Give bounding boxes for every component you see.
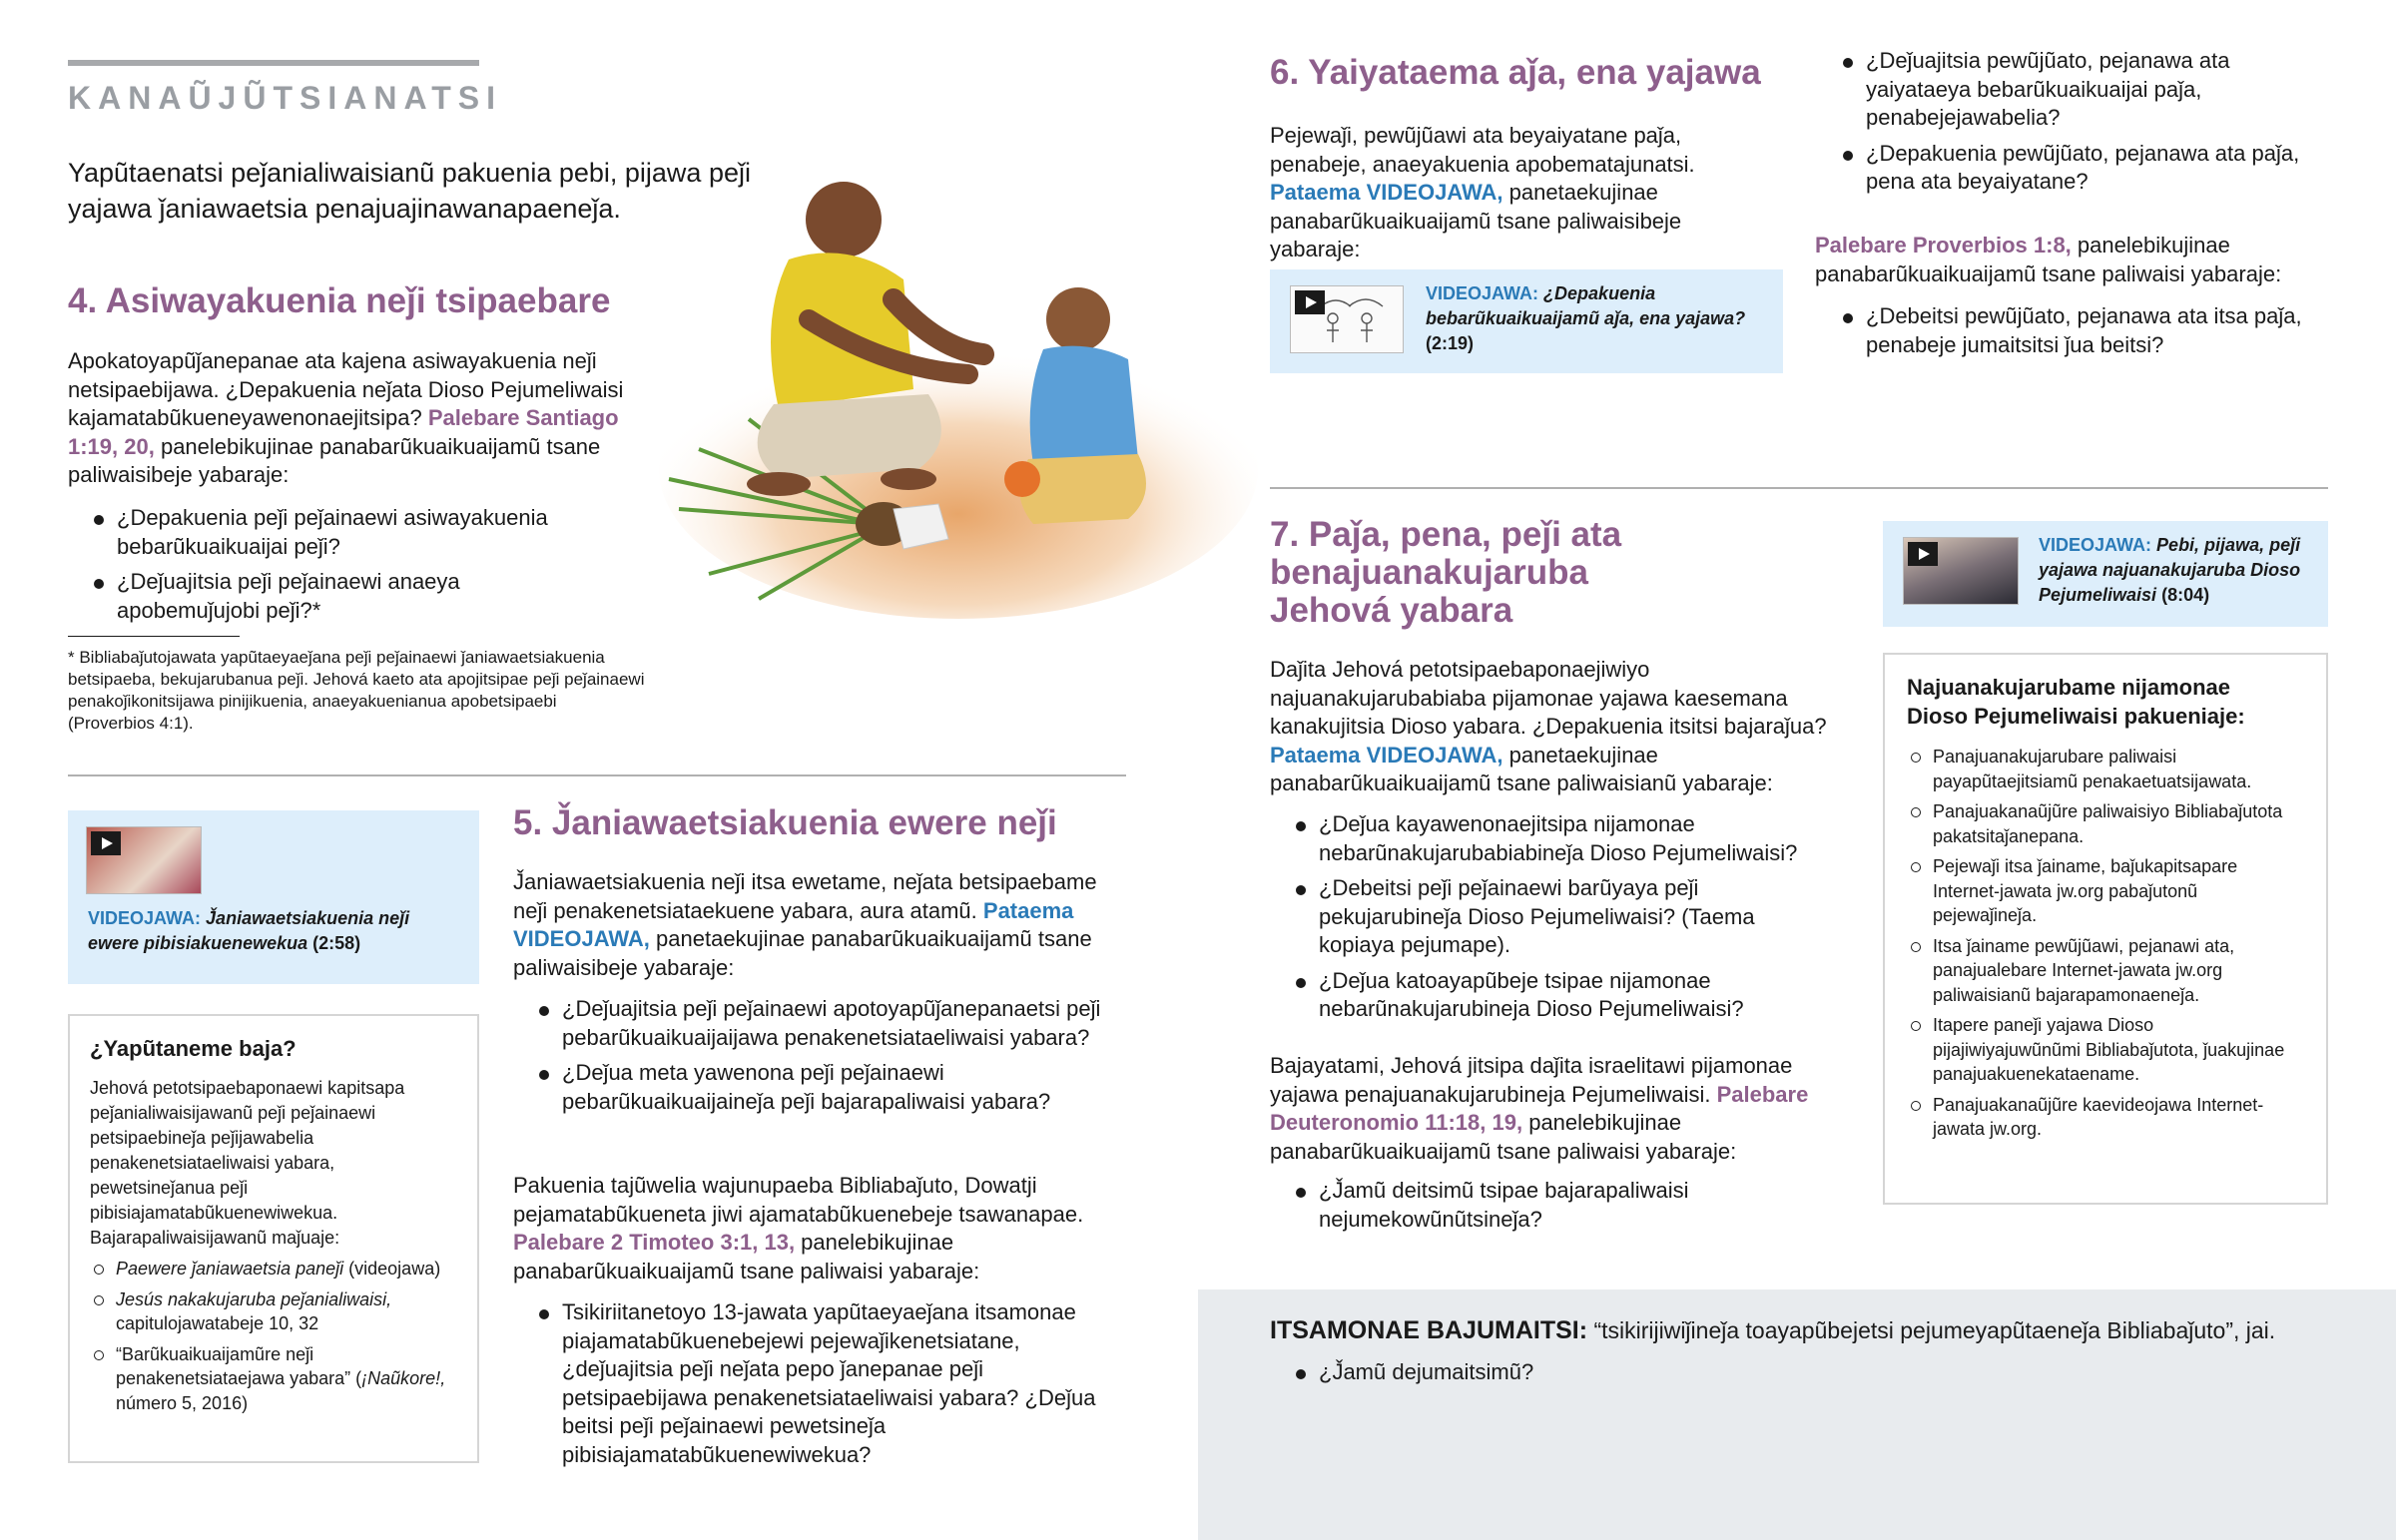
father-son-illustration: [639, 180, 1258, 619]
list-item: ¿Debeitsi peǰi peǰainaewi barũyaya peǰi pekujarubineǰa Dioso Pejumeliwaisi? (Taema kopiaya pejumape).: [1270, 874, 1809, 960]
sidebox-najuanakujarubame: [1883, 653, 2328, 1205]
footnote-divider: [68, 636, 240, 637]
play-icon[interactable]: [1908, 542, 1938, 566]
section-5-bullets-1: [513, 988, 1112, 1116]
scripture-link-timoteo[interactable]: Palebare 2 Timoteo 3:1, 13,: [513, 1230, 796, 1255]
list-item: Pejewaǰi itsa ǰainame, baǰukapitsapare Internet-jawata jw.org pabaǰutonũ pejewaǰineǰa.: [1907, 854, 2304, 928]
list-item: Tsikiriitanetoyo 13-jawata yapũtaeyaeǰana itsamonae piajamatabũkuenebejewi pejewaǰikenetsiatane, ¿deǰuajitsia peǰi neǰata pepo ǰanepanae peǰi petsipaebijawa penakenetsiataeliwaisi yabara? ¿Deǰua beitsi peǰi peǰainaewi pewetsineǰa pibisiajamatabũkuenewiwekua?: [513, 1298, 1132, 1469]
sidebox-title: ¿Yapũtaneme baja?: [90, 1036, 297, 1061]
section-7-text-1: [1270, 656, 1829, 798]
sidebox-yaputaneme: [68, 1014, 479, 1463]
list-item: ¿J̌amũ dejumaitsimũ?: [1270, 1358, 2069, 1387]
play-icon[interactable]: [1295, 290, 1325, 314]
list-item: ¿Depakuenia pewũjũato, pejanawa ata paǰa, pena ata beyaiyatane?: [1817, 140, 2326, 197]
list-item: ¿Deǰua kayawenonaejitsipa nijamonae nebarũnakujarubabiabineǰa Dioso Pejumeliwaisi?: [1270, 810, 1809, 867]
video-thumbnail[interactable]: [1903, 537, 2019, 605]
video-label-key: VIDEOJAWA:: [88, 908, 202, 928]
video-label-key: VIDEOJAWA:: [1426, 283, 1539, 303]
section-kicker: KANAŨJŨTSIANATSI: [68, 80, 502, 116]
footer-text: [1270, 1315, 2368, 1345]
item-italic: Paewere ǰaniawaetsia paneǰi: [116, 1259, 344, 1279]
list-item: ¿Deǰua katoayapũbeje tsipae nijamonae nebarũnakujarubineja Dioso Pejumeliwaisi?: [1270, 967, 1809, 1024]
section-5-text-1: [513, 868, 1130, 982]
footer-panel: [1198, 1289, 2396, 1540]
section-6-bullets-2: [1817, 295, 2306, 359]
sidebox-list: [90, 1257, 457, 1415]
divider-left: [68, 774, 1126, 776]
list-item: Panajuakanaũjũre paliwaisiyo Bibliabaǰutota pakatsitaǰanepana.: [1907, 799, 2304, 848]
video-link[interactable]: Pataema VIDEOJAWA,: [513, 897, 1074, 951]
section-6-title: 6. Yaiyataema aǰa, ena yajawa: [1270, 53, 1761, 92]
video-title: J̌aniawaetsiakuenia neǰi ewere pibisiakuenewekua: [88, 908, 410, 953]
footnote: * Bibliabaǰutojawata yapũtaeyaeǰana peǰi peǰainaewi ǰaniawaetsiakuenia betsipaeba, bekujarubanua peǰi. Jehová kaeto ata apojitsipae peǰi peǰainaewi penakoǰikonitsijawa pinijikuenia, anaeyakuenianua apobetsipaebi (Proverbios 4:1).: [68, 648, 645, 733]
intro-text: Yapũtaenatsi peǰanialiwaisianũ pakuenia pebi, pijawa peǰi yajawa ǰaniawaetsia penajuajinawanapaeneǰa.: [68, 158, 751, 224]
section-4-title: 4. Asiwayakuenia neǰi tsipaebare: [68, 281, 611, 320]
section-6-text-1: [1270, 122, 1769, 264]
item-italic: Jesús nakakujaruba peǰanialiwaisi,: [116, 1288, 392, 1309]
video-box-6[interactable]: [1270, 269, 1783, 373]
video-title: Pebi, pijawa, peǰi yajawa najuanakujaruba Dioso Pejumeliwaisi: [2039, 535, 2301, 605]
section-7-text-a: Daǰita Jehová petotsipaebaponaejiwiyo najuanakujarubabiaba pijamonae yajawa kaesemana kanakujitsia Dioso yabara. ¿Depakuenia itsitsi bajaraǰua?: [1270, 657, 1827, 739]
section-4-text: [68, 347, 642, 490]
scripture-link-santiago[interactable]: Palebare Santiago 1:19, 20,: [68, 405, 619, 459]
section-4-text-b: panelebikujinae panabarũkuaikuaijamũ tsane paliwaisibeje yabaraje:: [68, 433, 601, 487]
section-6-bullets-1: [1817, 47, 2326, 197]
item-normal: capitulojawatabeje 10, 32: [116, 1313, 319, 1333]
section-4-bullets: [68, 497, 587, 625]
section-7-text-b: panetaekujinae panabarũkuaikuaijamũ tsane paliwaisianũ yabaraje:: [1270, 742, 1773, 795]
section-5-bullets-2: [513, 1291, 1132, 1469]
sidebox-text: Jehová petotsipaebaponaewi kapitsapa peǰanialiwaisijawanũ peǰi peǰainaewi petsipaebineǰa peǰijawabelia penakenetsiataeliwaisi yabara, pewetsineǰanua peǰi pibisiajamatabũkuenewiwekua. Bajarapaliwaisijawanũ maǰuaje:: [90, 1078, 405, 1248]
video-thumbnail[interactable]: [86, 826, 202, 894]
list-item: Itapere paneǰi yajawa Dioso pijajiwiyajuwũnũmi Bibliabaǰutota, ǰuakujinae panajuakuenekataename.: [1907, 1013, 2304, 1087]
video-title: ¿Depakuenia bebarũkuaikuaijamũ aǰa, ena yajawa?: [1426, 283, 1746, 328]
list-item: Panajuanakujarubare paliwaisi payapũtaejitsiamũ penakaetuatsijawata.: [1907, 745, 2304, 793]
video-box-7[interactable]: [1883, 521, 2328, 627]
section-7-text-a: Bajayatami, Jehová jitsipa daǰita israelitawi pijamonae yajawa penajuanakujarubineja Pejumeliwaisi.: [1270, 1053, 1793, 1107]
section-7-text-2: [1270, 1052, 1859, 1166]
sidebox-title: Najuanakujarubame nijamonae Dioso Pejumeliwaisi pakueniaje:: [1907, 675, 2245, 729]
section-5-text-b: panelebikujinae panabarũkuaikuaijamũ tsane paliwaisi yabaraje:: [513, 1230, 980, 1283]
list-item: ¿Deǰuajitsia pewũjũato, pejanawa ata yaiyataeya bebarũkuaikuaijai paǰa, penabejejawabelia?: [1817, 47, 2326, 133]
video-box-5[interactable]: [68, 810, 479, 984]
video-label: [1426, 281, 1765, 356]
section-5-text-b: panetaekujinae panabarũkuaikuaijamũ tsane paliwaisibeje yabaraje:: [513, 926, 1092, 980]
list-item: [90, 1342, 457, 1416]
section-5-text-a: J̌aniawaetsiakuenia neǰi itsa ewetame, neǰata betsipaebame neǰi penakenetsiataekuene yabara, aura atamũ.: [513, 869, 1097, 923]
list-item: ¿Debeitsi pewũjũato, pejanawa ata itsa paǰa, penabeje jumaitsitsi ǰua beitsi?: [1817, 302, 2306, 359]
section-7-bullets-2: [1270, 1170, 1809, 1234]
video-thumbnail[interactable]: [1290, 285, 1404, 353]
video-label: [2039, 533, 2318, 608]
section-6-text-b: panelebikujinae panabarũkuaikuaijamũ tsane paliwaisi yabaraje:: [1815, 233, 2282, 286]
video-link[interactable]: Pataema VIDEOJAWA,: [1270, 180, 1503, 205]
section-4-text-a: Apokatoyapũǰanepanae ata kajena asiwayakuenia neǰi netsipaebijawa. ¿Depakuenia neǰata Dioso Pejumeliwaisi kajamatabũkueneyawenonaejitsipa?: [68, 348, 624, 430]
video-link[interactable]: Pataema VIDEOJAWA,: [1270, 742, 1503, 768]
section-6-text-b: panetaekujinae panabarũkuaikuaijamũ tsane paliwaisibeje yabaraje:: [1270, 180, 1682, 261]
video-label-key: VIDEOJAWA:: [2039, 535, 2152, 555]
list-item: Panajuakanaũjũre kaevideojawa Internet-jawata jw.org.: [1907, 1093, 2304, 1142]
list-item: ¿Deǰua meta yawenona peǰi peǰainaewi pebarũkuaikuaijaineǰa peǰi bajarapaliwaisi yabara?: [513, 1059, 1112, 1116]
item-normal: número 5, 2016): [116, 1392, 249, 1413]
top-rule: [68, 60, 479, 66]
play-icon[interactable]: [91, 831, 121, 855]
video-duration: (8:04): [2161, 585, 2210, 605]
scripture-link-proverbios[interactable]: Palebare Proverbios 1:8,: [1815, 233, 2072, 257]
video-duration: (2:58): [312, 933, 361, 953]
section-7-title: 7. Paǰa, pena, peǰi ata benajuanakujaruba Jehová yabara: [1270, 515, 1622, 630]
sidebox-list: [1907, 745, 2304, 1142]
section-5-text-a: Pakuenia tajũwelia wajunupaeba Bibliabaǰuto, Dowatji pejamatabũkueneta jiwi ajamatabũkuenebeje tsawanapae.: [513, 1173, 1084, 1227]
list-item: ¿Deǰuajitsia peǰi peǰainaewi anaeya apobemuǰujobi peǰi?*: [68, 568, 587, 625]
section-5-title: 5. J̌aniawaetsiakuenia ewere neǰi: [513, 803, 1057, 842]
footer-label: ITSAMONAE BAJUMAITSI:: [1270, 1316, 1588, 1344]
list-item: ¿Deǰuajitsia peǰi peǰainaewi apotoyapũǰanepanaetsi peǰi pebarũkuaikuaijaijawa penakenetsiataeliwaisi yabara?: [513, 995, 1112, 1052]
list-item: Itsa ǰainame pewũjũawi, pejanawi ata, panajualebare Internet-jawata jw.org paliwaisianũ bajarapamonaeneǰa.: [1907, 934, 2304, 1008]
section-5-text-2: [513, 1172, 1112, 1285]
divider-right: [1270, 487, 2328, 489]
item-italic: ¡Naũkore!,: [361, 1368, 446, 1388]
list-item: ¿Depakuenia peǰi peǰainaewi asiwayakuenia bebarũkuaikuaijai peǰi?: [68, 504, 587, 561]
list-item: [90, 1257, 457, 1282]
item-normal: “Barũkuaikuaijamũre neǰi penakenetsiataejawa yabara” (: [116, 1343, 362, 1388]
item-normal: (videojawa): [343, 1259, 441, 1279]
section-7-text-b: panelebikujinae panabarũkuaikuaijamũ tsane paliwaisi yabaraje:: [1270, 1110, 1737, 1164]
footer-bullets: [1270, 1351, 2069, 1387]
section-6-text-a: Pejewaǰi, pewũjũawi ata beyaiyatane paǰa, penabeje, anaeyakuenia apobematajunatsi.: [1270, 123, 1695, 177]
scripture-link-deuteronomio[interactable]: Palebare Deuteronomio 11:18, 19,: [1270, 1081, 1809, 1135]
section-7-bullets-1: [1270, 803, 1809, 1024]
list-item: [90, 1287, 457, 1336]
video-duration: (2:19): [1426, 333, 1475, 353]
footer-quote: “tsikirijiwiǰineǰa toayapũbejetsi pejumeyapũtaeneǰa Bibliabaǰuto”, jai.: [1587, 1317, 2276, 1343]
section-6-text-2: [1815, 232, 2284, 288]
list-item: ¿J̌amũ deitsimũ tsipae bajarapaliwaisi nejumekowũnũtsineǰa?: [1270, 1177, 1809, 1234]
video-label: [88, 906, 457, 956]
